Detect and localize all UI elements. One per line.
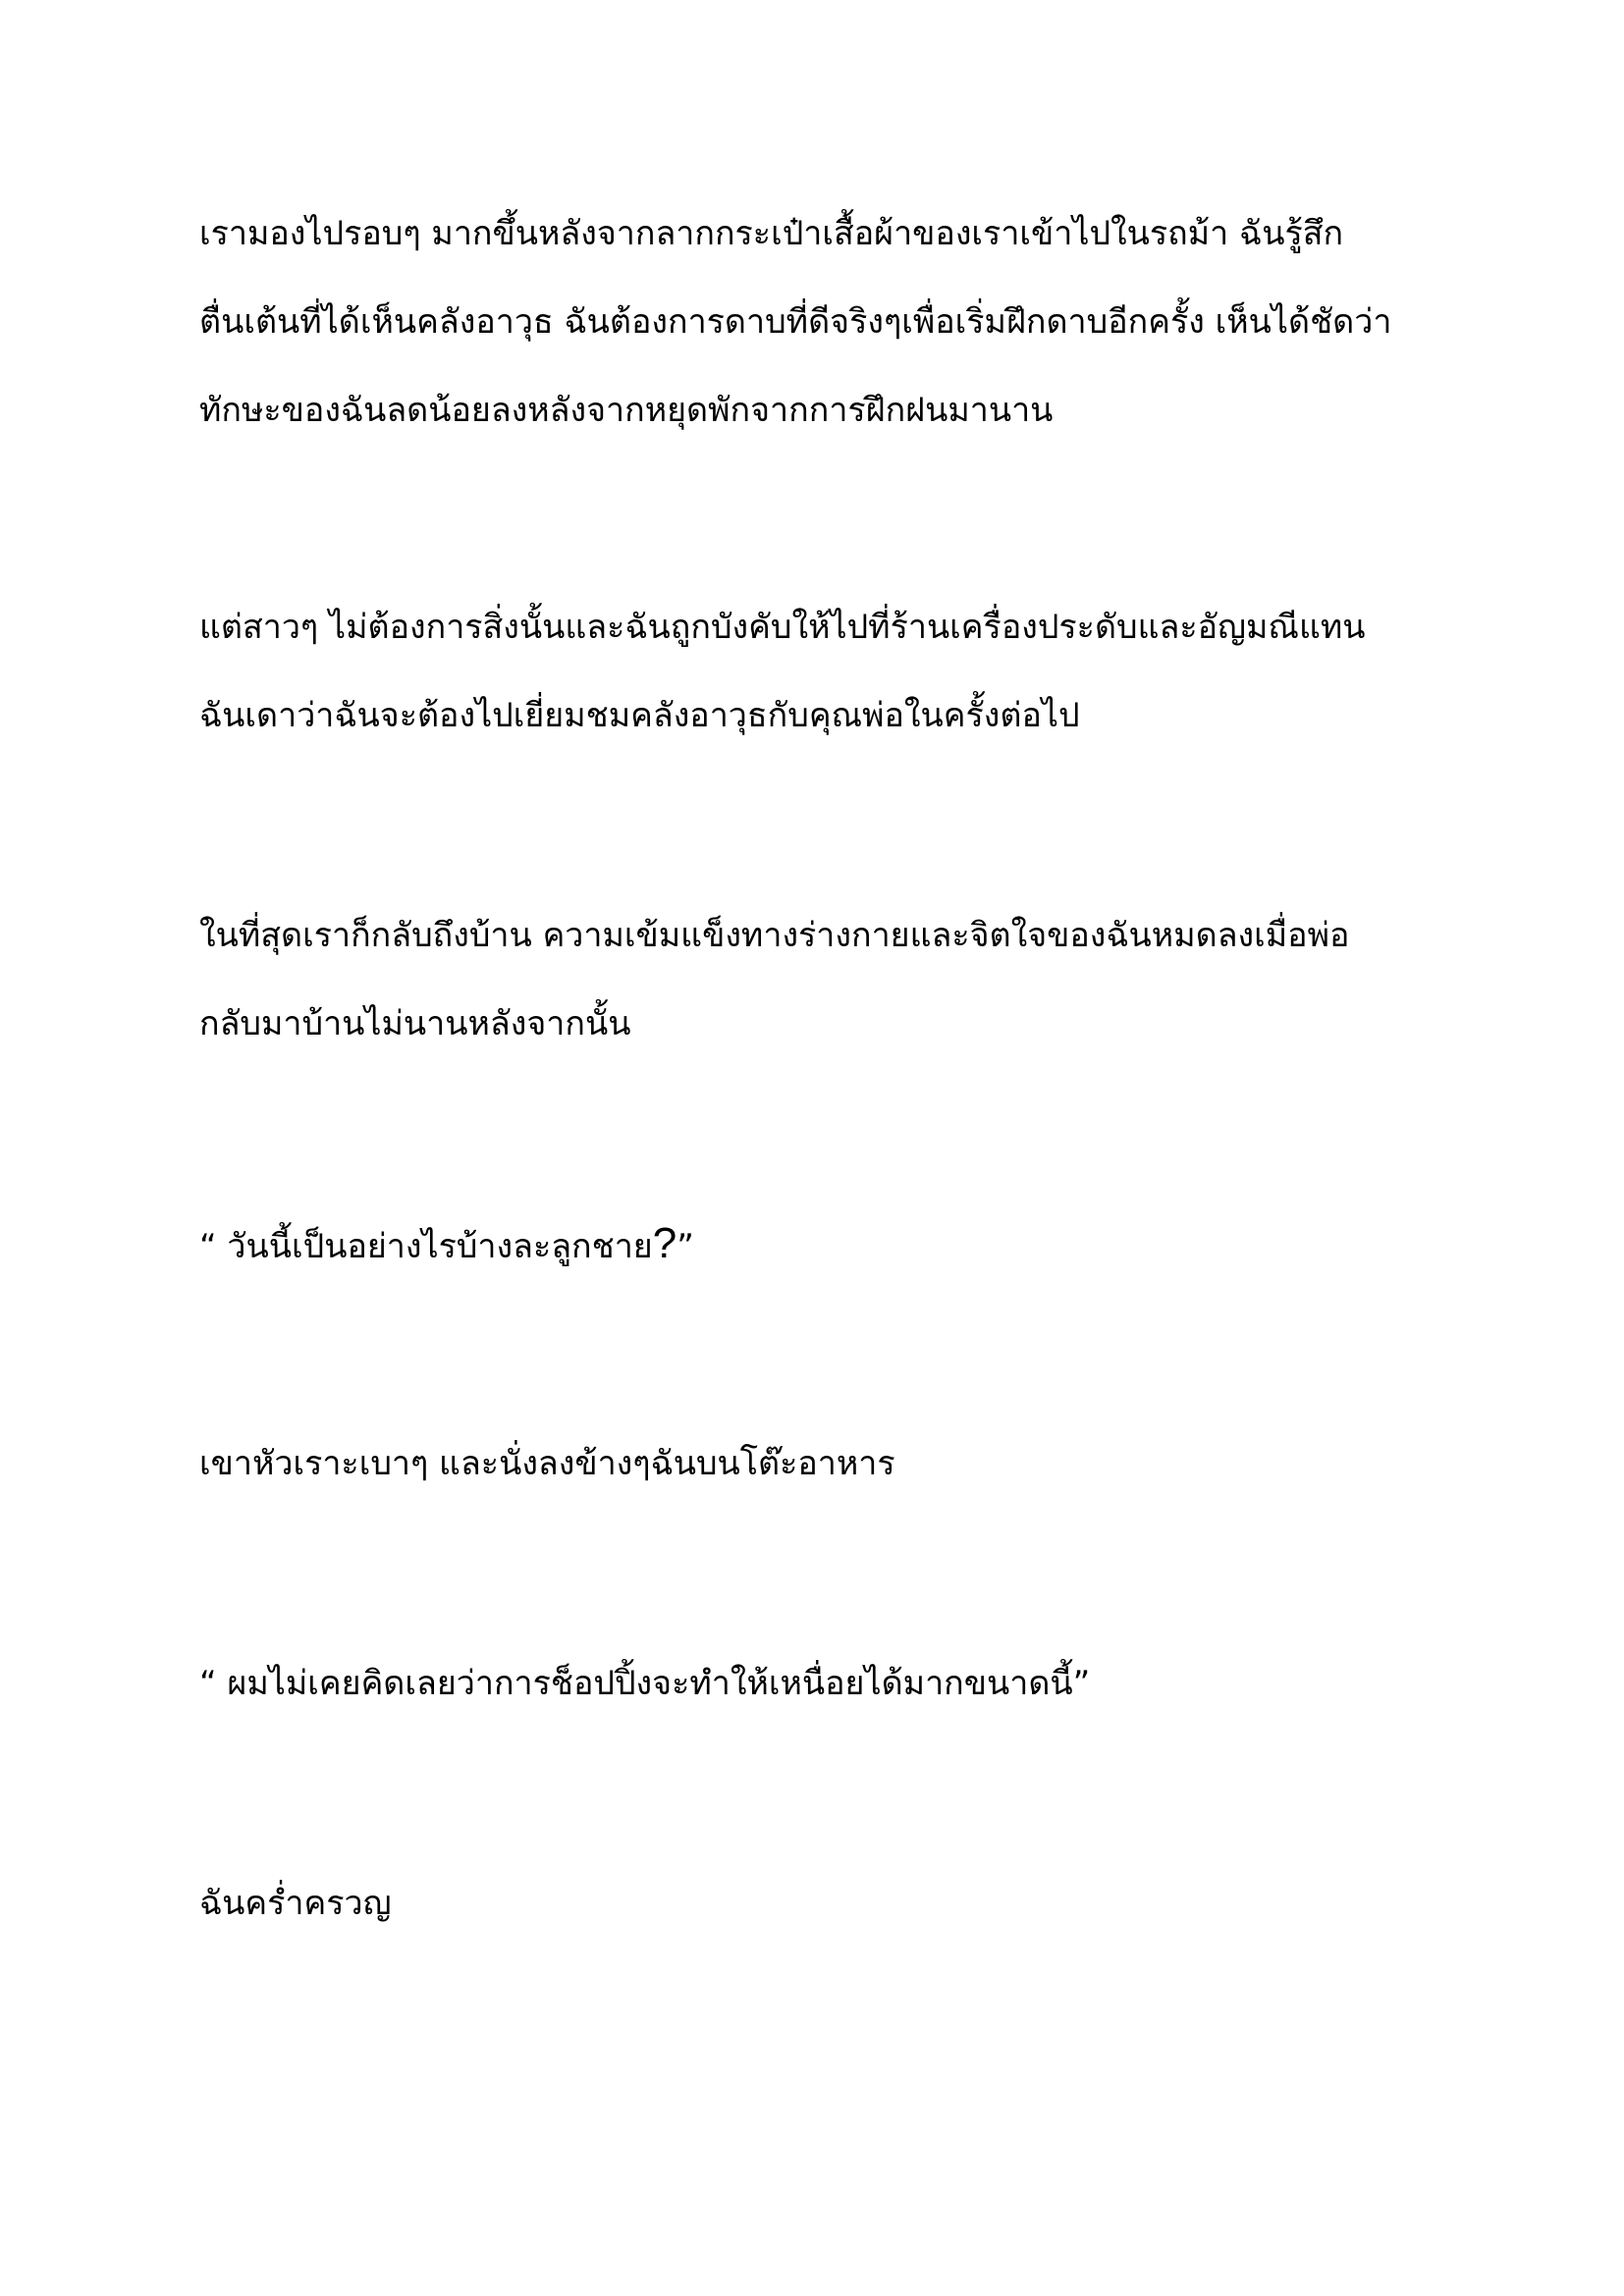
paragraph-2 — [199, 583, 1476, 760]
paragraph-line: ในที่สุดเราก็กลับถึงบ้าน ความเข้มแข็งทางร่างกายและจิตใจของฉันหมดลงเมื่อพ่อ — [199, 916, 1350, 955]
paragraph-1 — [199, 189, 1476, 454]
close-quote: ” — [1072, 1664, 1091, 1703]
paragraph-line: แต่สาวๆ ไม่ต้องการสิ่งนั้นและฉันถูกบังคับให้ไปที่ร้านเครื่องประดับและอัญมณีแทน — [199, 608, 1366, 647]
paragraph-line: ฉันเดาว่าฉันจะต้องไปเยี่ยมชมคลังอาวุธกับคุณพ่อในครั้งต่อไป — [199, 696, 1080, 735]
paragraph-3 — [199, 891, 1476, 1068]
paragraph-line: เรามองไปรอบๆ มากขึ้นหลังจากลากกระเป๋าเสื้อผ้าของเราเข้าไปในรถม้า ฉันรู้สึก — [199, 214, 1344, 253]
paragraph-closing — [199, 1859, 1476, 1948]
question-mark: ? — [652, 1219, 677, 1267]
dialogue-son — [199, 1639, 1476, 1728]
paragraph-line: ทักษะของฉันลดน้อยลงหลังจากหยุดพักจากการฝึกฝนมานาน — [199, 391, 1054, 430]
dialogue-text: ผมไม่เคยคิดเลยว่าการช็อปปิ้งจะทำให้เหนื่อยได้มากขนาดนี้ — [216, 1664, 1073, 1703]
open-quote: “ — [199, 1227, 217, 1266]
dialogue-text: วันนี้เป็นอย่างไรบ้างละลูกชาย — [216, 1227, 653, 1266]
paragraph-narration — [199, 1419, 1476, 1508]
narration-text: เขาหัวเราะเบาๆ และนั่งลงข้างๆฉันบนโต๊ะอาหาร — [199, 1444, 895, 1483]
open-quote: “ — [199, 1664, 217, 1703]
paragraph-line: ตื่นเต้นที่ได้เห็นคลังอาวุธ ฉันต้องการดาบที่ดีจริงๆเพื่อเริ่มฝึกดาบอีกครั้ง เห็นได้ชัดว่า — [199, 302, 1392, 342]
dialogue-father — [199, 1200, 1476, 1288]
closing-text: ฉันคร่ำครวญ — [199, 1884, 392, 1923]
close-quote: ” — [677, 1227, 694, 1266]
paragraph-line: กลับมาบ้านไม่นานหลังจากนั้น — [199, 1004, 631, 1043]
